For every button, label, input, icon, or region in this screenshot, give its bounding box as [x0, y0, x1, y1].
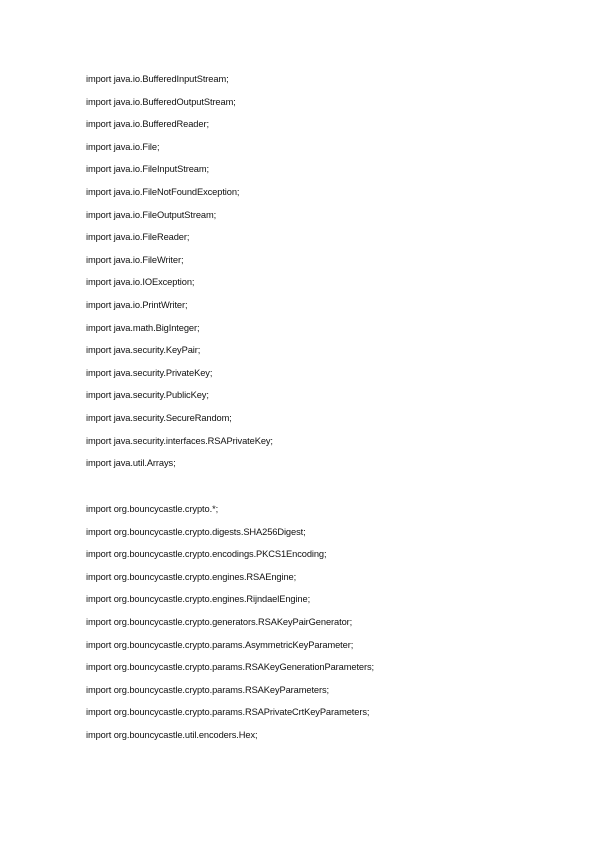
code-line: import java.io.FileOutputStream;: [86, 209, 217, 220]
code-line: import java.math.BigInteger;: [86, 322, 200, 333]
code-line: import org.bouncycastle.crypto.params.RSAKeyGenerationParameters;: [86, 662, 375, 673]
code-line: import org.bouncycastle.crypto.params.AsymmetricKeyParameter;: [86, 639, 354, 650]
code-line: import java.security.interfaces.RSAPrivateKey;: [86, 435, 273, 446]
code-line: import org.bouncycastle.crypto.params.RSAPrivateCrtKeyParameters;: [86, 707, 370, 718]
code-line: import java.security.KeyPair;: [86, 345, 201, 356]
code-line: import org.bouncycastle.crypto.engines.RijndaelEngine;: [86, 594, 311, 605]
code-line: import java.io.BufferedReader;: [86, 119, 209, 130]
code-line: import java.io.FileWriter;: [86, 254, 184, 265]
code-line: import org.bouncycastle.crypto.params.RSAKeyParameters;: [86, 684, 330, 695]
code-line: import java.io.IOException;: [86, 277, 195, 288]
code-line: import java.io.PrintWriter;: [86, 299, 188, 310]
code-line: import java.io.File;: [86, 141, 160, 152]
java-imports-block: [86, 68, 576, 475]
code-line: import org.bouncycastle.crypto.*;: [86, 504, 219, 514]
code-line: import java.security.SecureRandom;: [86, 412, 232, 423]
code-line: import org.bouncycastle.crypto.encodings.PKCS1Encoding;: [86, 549, 327, 560]
bouncycastle-imports-block: [86, 498, 576, 747]
code-line: import java.io.FileInputStream;: [86, 164, 209, 175]
code-line: import java.io.BufferedInputStream;: [86, 74, 229, 84]
code-line: import org.bouncycastle.crypto.engines.RSAEngine;: [86, 571, 297, 582]
code-line: import org.bouncycastle.crypto.generators.RSAKeyPairGenerator;: [86, 616, 353, 627]
code-line: import java.io.BufferedOutputStream;: [86, 96, 236, 107]
code-line: import java.security.PublicKey;: [86, 390, 209, 401]
code-line: import java.io.FileReader;: [86, 232, 190, 243]
code-line: import org.bouncycastle.util.encoders.Hex;: [86, 729, 258, 740]
code-line: import java.io.FileNotFoundException;: [86, 186, 240, 197]
code-line: import java.util.Arrays;: [86, 458, 176, 469]
code-line: import org.bouncycastle.crypto.digests.SHA256Digest;: [86, 526, 306, 537]
code-line: import java.security.PrivateKey;: [86, 367, 213, 378]
